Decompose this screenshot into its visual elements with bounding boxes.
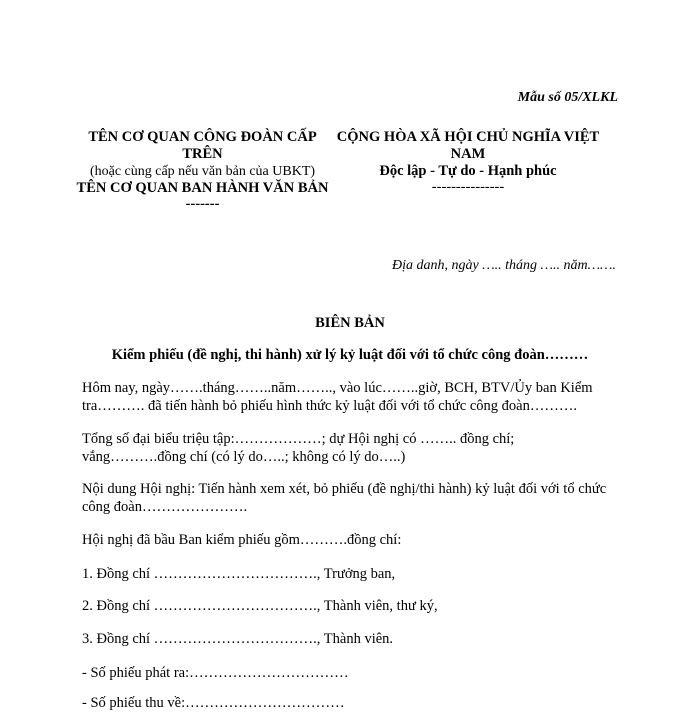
issuing-agency-header bbox=[75, 129, 330, 211]
paragraph-meeting-info: Hôm nay, ngày…….tháng……..năm…….., vào lúc……..giờ, BCH, BTV/Ủy ban Kiểm tra………. đã tiến hành bỏ phiếu hình thức kỷ luật đối với tổ chức công đoàn………. bbox=[82, 380, 593, 414]
paragraph-delegates: Tổng số đại biểu triệu tập:………………; dự Hội nghị có …….. đồng chí; vắng……….đồng chí (có lý do…..; không có lý do…..) bbox=[82, 431, 515, 465]
paragraph-meeting-content: Nội dung Hội nghị: Tiến hành xem xét, bỏ phiếu (đề nghị/thi hành) kỷ luật đối với tổ chức công đoàn…………………. bbox=[82, 481, 607, 515]
list-item: 2. Đồng chí ……………………………., Thành viên, thư ký, bbox=[82, 598, 438, 614]
issuing-agency: TÊN CƠ QUAN BAN HÀNH VĂN BẢN bbox=[76, 180, 329, 196]
list-item: 3. Đồng chí ……………………………., Thành viên. bbox=[82, 631, 394, 647]
national-motto: Độc lập - Tự do - Hạnh phúc bbox=[379, 163, 557, 179]
form-code: Mẫu số 05/XLKL bbox=[517, 90, 618, 105]
ballots-collected-line: - Số phiếu thu về:…………………………… bbox=[82, 695, 345, 711]
left-header-rule: ------- bbox=[185, 196, 220, 212]
ballots-issued-line: - Số phiếu phát ra:…………………………… bbox=[82, 665, 349, 681]
country-name: CỘNG HÒA XÃ HỘI CHỦ NGHĨA VIỆT NAM bbox=[336, 129, 600, 162]
list-item: 1. Đồng chí ……………………………., Trưởng ban, bbox=[82, 566, 396, 582]
document-subtitle: Kiểm phiếu (đề nghị, thi hành) xử lý kỷ luật đối với tổ chức công đoàn……… bbox=[111, 347, 589, 363]
national-header bbox=[328, 129, 608, 194]
place-date-line: Địa danh, ngày ….. tháng ….. năm……. bbox=[391, 258, 616, 273]
paragraph-counting-committee: Hội nghị đã bầu Ban kiểm phiếu gồm……….đồng chí: bbox=[82, 532, 402, 548]
agency-note: (hoặc cùng cấp nếu văn bản của UBKT) bbox=[89, 164, 316, 179]
superior-union-agency: TÊN CƠ QUAN CÔNG ĐOÀN CẤP TRÊN bbox=[88, 129, 317, 162]
right-header-rule: --------------- bbox=[431, 179, 505, 195]
document-title: BIÊN BẢN bbox=[315, 315, 385, 331]
